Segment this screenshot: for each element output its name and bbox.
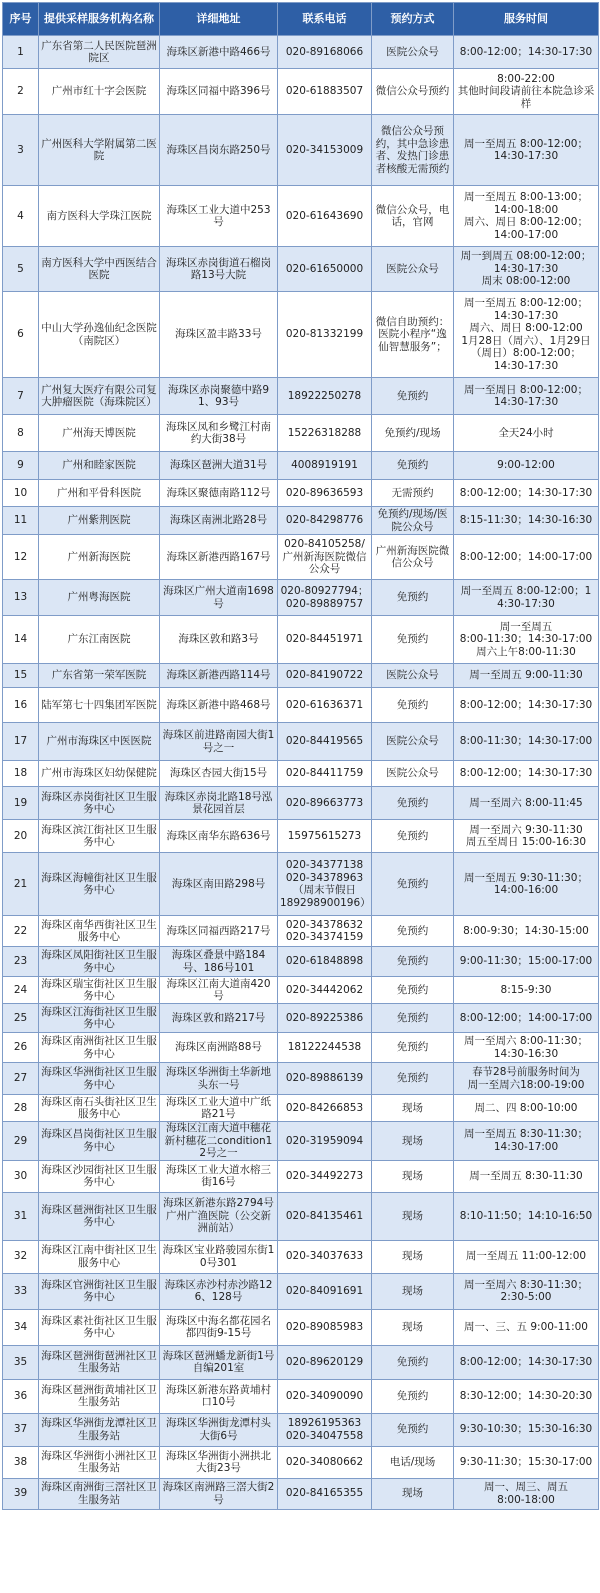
booking-method-cell: 免预约 xyxy=(372,1345,454,1379)
booking-method-cell: 免预约 xyxy=(372,580,454,616)
phone-cell: 18922250278 xyxy=(278,378,372,415)
institution-name-cell: 海珠区华洲街龙潭社区卫生服务站 xyxy=(39,1413,160,1446)
service-hours-cell: 9:00-12:00 xyxy=(454,452,599,480)
booking-method-cell: 现场 xyxy=(372,1192,454,1240)
table-row xyxy=(3,115,599,186)
booking-method-cell: 现场 xyxy=(372,1478,454,1509)
service-hours-cell: 周一、三、五 9:00-11:00 xyxy=(454,1309,599,1345)
institution-name-cell: 海珠区官洲街社区卫生服务中心 xyxy=(39,1273,160,1309)
address-cell: 海珠区敦和路3号 xyxy=(160,616,278,664)
row-no-cell: 1 xyxy=(3,36,39,69)
service-hours-cell: 周一至周六 9:30-11:30 周五至周日 15:00-16:30 xyxy=(454,820,599,853)
institution-name-cell: 海珠区江海街社区卫生服务中心 xyxy=(39,1004,160,1033)
row-no-cell: 10 xyxy=(3,480,39,507)
booking-method-cell: 电话/现场 xyxy=(372,1446,454,1478)
service-hours-cell: 8:00-9:30；14:30-15:00 xyxy=(454,916,599,947)
booking-method-cell: 免预约 xyxy=(372,853,454,916)
booking-method-cell: 现场 xyxy=(372,1095,454,1122)
phone-cell: 020-84105258/广州新海医院微信公众号 xyxy=(278,535,372,580)
booking-method-cell: 现场 xyxy=(372,1273,454,1309)
address-cell: 海珠区敦和路217号 xyxy=(160,1004,278,1033)
row-no-cell: 5 xyxy=(3,247,39,292)
header-no: 序号 xyxy=(3,3,39,36)
table-row xyxy=(3,292,599,378)
address-cell: 海珠区宝业路骏园东街10号301 xyxy=(160,1240,278,1273)
service-hours-cell: 8:15-9:30 xyxy=(454,977,599,1004)
table-row xyxy=(3,1095,599,1122)
row-no-cell: 20 xyxy=(3,820,39,853)
phone-cell: 020-34442062 xyxy=(278,977,372,1004)
booking-method-cell: 免预约 xyxy=(372,1413,454,1446)
address-cell: 海珠区南洲北路28号 xyxy=(160,507,278,535)
table-row xyxy=(3,1192,599,1240)
booking-method-cell: 免预约 xyxy=(372,977,454,1004)
service-hours-cell: 周一至周五 9:00-11:30 xyxy=(454,664,599,688)
address-cell: 海珠区赤岗北路18号泓景花园首层 xyxy=(160,787,278,820)
address-cell: 海珠区广州大道南1698号 xyxy=(160,580,278,616)
row-no-cell: 15 xyxy=(3,664,39,688)
booking-method-cell: 现场 xyxy=(372,1122,454,1161)
service-hours-cell: 周一至周五 8:00-12:00； 14:30-17:30 xyxy=(454,115,599,186)
booking-method-cell: 免预约 xyxy=(372,688,454,723)
institution-name-cell: 海珠区琶洲街社区卫生服务中心 xyxy=(39,1192,160,1240)
table-row xyxy=(3,1413,599,1446)
row-no-cell: 35 xyxy=(3,1345,39,1379)
table-row xyxy=(3,36,599,69)
row-no-cell: 33 xyxy=(3,1273,39,1309)
booking-method-cell: 现场 xyxy=(372,1160,454,1192)
booking-method-cell: 微信公众号，电话，官网 xyxy=(372,186,454,247)
address-cell: 海珠区杏园大街15号 xyxy=(160,761,278,787)
row-no-cell: 30 xyxy=(3,1160,39,1192)
booking-method-cell: 微信公众号预约，其中急诊患者、发热门诊患者核酸无需预约 xyxy=(372,115,454,186)
table-row xyxy=(3,69,599,115)
table-row xyxy=(3,947,599,977)
booking-method-cell: 免预约 xyxy=(372,787,454,820)
phone-cell: 020-61636371 xyxy=(278,688,372,723)
booking-method-cell: 免预约/现场/医院公众号 xyxy=(372,507,454,535)
table-row xyxy=(3,1122,599,1161)
phone-cell: 18122244538 xyxy=(278,1033,372,1063)
service-hours-cell: 周一至周五 8:00-13:00； 14:00-18:00 周六、周日 8:00-12:00； 14:00-17:00 xyxy=(454,186,599,247)
table-row xyxy=(3,723,599,761)
institution-name-cell: 广州医科大学附属第二医院 xyxy=(39,115,160,186)
booking-method-cell: 免预约 xyxy=(372,1004,454,1033)
row-no-cell: 27 xyxy=(3,1063,39,1095)
booking-method-cell: 医院公众号 xyxy=(372,36,454,69)
phone-cell: 020-89225386 xyxy=(278,1004,372,1033)
row-no-cell: 4 xyxy=(3,186,39,247)
phone-cell: 15975615273 xyxy=(278,820,372,853)
phone-cell: 020-89886139 xyxy=(278,1063,372,1095)
booking-method-cell: 免预约 xyxy=(372,947,454,977)
row-no-cell: 22 xyxy=(3,916,39,947)
table-row xyxy=(3,1240,599,1273)
header-phone: 联系电话 xyxy=(278,3,372,36)
phone-cell: 020-89168066 xyxy=(278,36,372,69)
address-cell: 海珠区南田路298号 xyxy=(160,853,278,916)
phone-cell: 020-61650000 xyxy=(278,247,372,292)
institution-name-cell: 海珠区南华西街社区卫生服务中心 xyxy=(39,916,160,947)
phone-cell: 020-80927794；020-89889757 xyxy=(278,580,372,616)
service-hours-cell: 8:00-12:00；14:30-17:30 xyxy=(454,1345,599,1379)
phone-cell: 020-89085983 xyxy=(278,1309,372,1345)
institution-name-cell: 广州海天博医院 xyxy=(39,415,160,452)
booking-method-cell: 医院公众号 xyxy=(372,723,454,761)
service-hours-cell: 周一至周五 8:00-12:00； 14:30-17:30 周六、周日 8:00-12:00 1月28日（周六）、1月29日（周日）8:00-12:00； 14:30-17:30 xyxy=(454,292,599,378)
address-cell: 海珠区新港西路114号 xyxy=(160,664,278,688)
row-no-cell: 14 xyxy=(3,616,39,664)
phone-cell: 020-34378632 020-34374159 xyxy=(278,916,372,947)
institution-name-cell: 中山大学孙逸仙纪念医院（南院区） xyxy=(39,292,160,378)
row-no-cell: 38 xyxy=(3,1446,39,1478)
address-cell: 海珠区叠景中路184号、186号101 xyxy=(160,947,278,977)
service-hours-cell: 周一、周三、周五 8:00-18:00 xyxy=(454,1478,599,1509)
institution-name-cell: 广州和平骨科医院 xyxy=(39,480,160,507)
booking-method-cell: 免预约 xyxy=(372,820,454,853)
address-cell: 海珠区赤沙村赤沙路126、128号 xyxy=(160,1273,278,1309)
service-hours-cell: 8:00-12:00；14:30-17:30 xyxy=(454,761,599,787)
phone-cell: 020-34037633 xyxy=(278,1240,372,1273)
address-cell: 海珠区盈丰路33号 xyxy=(160,292,278,378)
service-hours-cell: 8:00-12:00；14:30-17:30 xyxy=(454,480,599,507)
institution-name-cell: 广州紫荆医院 xyxy=(39,507,160,535)
row-no-cell: 26 xyxy=(3,1033,39,1063)
row-no-cell: 21 xyxy=(3,853,39,916)
institution-name-cell: 海珠区琶洲街黄埔社区卫生服务站 xyxy=(39,1379,160,1413)
table-body xyxy=(3,36,599,1510)
booking-method-cell: 现场 xyxy=(372,1240,454,1273)
row-no-cell: 36 xyxy=(3,1379,39,1413)
service-hours-cell: 周一至周五 8:30-11:30； 14:30-17:00 xyxy=(454,1122,599,1161)
phone-cell: 020-34492273 xyxy=(278,1160,372,1192)
service-hours-cell: 8:00-12:00；14:00-17:00 xyxy=(454,1004,599,1033)
table-row xyxy=(3,378,599,415)
row-no-cell: 11 xyxy=(3,507,39,535)
booking-method-cell: 免预约 xyxy=(372,1033,454,1063)
table-row xyxy=(3,1033,599,1063)
row-no-cell: 37 xyxy=(3,1413,39,1446)
service-hours-cell: 周一至周五 8:00-12:00；14:30-17:30 xyxy=(454,580,599,616)
address-cell: 海珠区同福西路217号 xyxy=(160,916,278,947)
booking-method-cell: 免预约 xyxy=(372,1063,454,1095)
address-cell: 海珠区新港东路2794号广州广渔医院（公交新洲前站） xyxy=(160,1192,278,1240)
service-hours-cell: 8:00-12:00；14:00-17:00 xyxy=(454,535,599,580)
row-no-cell: 17 xyxy=(3,723,39,761)
institution-name-cell: 海珠区瑞宝街社区卫生服务中心 xyxy=(39,977,160,1004)
row-no-cell: 19 xyxy=(3,787,39,820)
address-cell: 海珠区南华东路636号 xyxy=(160,820,278,853)
booking-method-cell: 免预约 xyxy=(372,616,454,664)
address-cell: 海珠区中海名都花园名都四街9-15号 xyxy=(160,1309,278,1345)
table-row xyxy=(3,664,599,688)
address-cell: 海珠区新港中路468号 xyxy=(160,688,278,723)
address-cell: 海珠区华洲街龙潭村头大街6号 xyxy=(160,1413,278,1446)
header-booking-method: 预约方式 xyxy=(372,3,454,36)
booking-method-cell: 广州新海医院微信公众号 xyxy=(372,535,454,580)
booking-method-cell: 医院公众号 xyxy=(372,664,454,688)
header-service-hours: 服务时间 xyxy=(454,3,599,36)
booking-method-cell: 医院公众号 xyxy=(372,247,454,292)
row-no-cell: 32 xyxy=(3,1240,39,1273)
booking-method-cell: 免预约/现场 xyxy=(372,415,454,452)
table-row xyxy=(3,1273,599,1309)
phone-cell: 020-61883507 xyxy=(278,69,372,115)
row-no-cell: 6 xyxy=(3,292,39,378)
service-hours-cell: 9:30-10:30；15:30-16:30 xyxy=(454,1413,599,1446)
phone-cell: 020-81332199 xyxy=(278,292,372,378)
address-cell: 海珠区南洲路三滘大街2号 xyxy=(160,1478,278,1509)
service-hours-cell: 周一至周日 8:00-12:00； 14:30-17:30 xyxy=(454,378,599,415)
table-row xyxy=(3,452,599,480)
address-cell: 海珠区新港西路167号 xyxy=(160,535,278,580)
table-row xyxy=(3,1345,599,1379)
institution-name-cell: 广州新海医院 xyxy=(39,535,160,580)
phone-cell: 020-84135461 xyxy=(278,1192,372,1240)
phone-cell: 020-84411759 xyxy=(278,761,372,787)
phone-cell: 020-89620129 xyxy=(278,1345,372,1379)
booking-method-cell: 医院公众号 xyxy=(372,761,454,787)
service-hours-cell: 周一至周六 8:00-11:30； 14:30-16:30 xyxy=(454,1033,599,1063)
service-hours-cell: 8:00-12:00；14:30-17:30 xyxy=(454,688,599,723)
booking-method-cell: 免预约 xyxy=(372,378,454,415)
table-header-row xyxy=(3,3,599,36)
service-hours-cell: 周二、四 8:00-10:00 xyxy=(454,1095,599,1122)
row-no-cell: 7 xyxy=(3,378,39,415)
table-row xyxy=(3,480,599,507)
table-row xyxy=(3,787,599,820)
address-cell: 海珠区赤岗聚德中路91、93号 xyxy=(160,378,278,415)
service-hours-cell: 周一至周五 9:30-11:30； 14:00-16:00 xyxy=(454,853,599,916)
phone-cell: 4008919191 xyxy=(278,452,372,480)
institution-name-cell: 广州复大医疗有限公司复大肿瘤医院（海珠院区） xyxy=(39,378,160,415)
address-cell: 海珠区凤和乡鹭江村南约大街38号 xyxy=(160,415,278,452)
row-no-cell: 16 xyxy=(3,688,39,723)
header-institution-name: 提供采样服务机构名称 xyxy=(39,3,160,36)
service-hours-cell: 9:00-11:30；15:00-17:00 xyxy=(454,947,599,977)
phone-cell: 18926195363 020-34047558 xyxy=(278,1413,372,1446)
row-no-cell: 3 xyxy=(3,115,39,186)
address-cell: 海珠区工业大道水榕三街16号 xyxy=(160,1160,278,1192)
booking-method-cell: 微信自助预约：医院小程序“逸仙智慧服务”； xyxy=(372,292,454,378)
table-row xyxy=(3,977,599,1004)
row-no-cell: 31 xyxy=(3,1192,39,1240)
institution-name-cell: 广州和睦家医院 xyxy=(39,452,160,480)
service-hours-cell: 8:00-11:30；14:30-17:00 xyxy=(454,723,599,761)
service-hours-cell: 全天24小时 xyxy=(454,415,599,452)
institution-name-cell: 南方医科大学珠江医院 xyxy=(39,186,160,247)
table-row xyxy=(3,1160,599,1192)
table-row xyxy=(3,186,599,247)
booking-method-cell: 免预约 xyxy=(372,916,454,947)
table-header xyxy=(3,3,599,36)
institution-name-cell: 海珠区凤阳街社区卫生服务中心 xyxy=(39,947,160,977)
row-no-cell: 8 xyxy=(3,415,39,452)
institution-name-cell: 广州市海珠区中医医院 xyxy=(39,723,160,761)
address-cell: 海珠区聚德南路112号 xyxy=(160,480,278,507)
phone-cell: 020-61848898 xyxy=(278,947,372,977)
service-hours-cell: 9:30-11:30；15:30-17:00 xyxy=(454,1446,599,1478)
service-hours-cell: 周一至周五 8:00-11:30；14:30-17:00 周六上午8:00-11:30 xyxy=(454,616,599,664)
institution-name-cell: 广东江南医院 xyxy=(39,616,160,664)
row-no-cell: 39 xyxy=(3,1478,39,1509)
address-cell: 海珠区江南大道中穗花新村穗花二condition12号之一 xyxy=(160,1122,278,1161)
address-cell: 海珠区南洲路88号 xyxy=(160,1033,278,1063)
phone-cell: 020-34377138 020-34378963 （周末节假日 18929890​0196） xyxy=(278,853,372,916)
institution-name-cell: 海珠区滨江街社区卫生服务中心 xyxy=(39,820,160,853)
service-hours-cell: 周一到周五 08:00-12:00； 14:30-17:30 周末 08:00-12:00 xyxy=(454,247,599,292)
phone-cell: 020-34153009 xyxy=(278,115,372,186)
service-hours-cell: 8:10-11:50；14:10-16:50 xyxy=(454,1192,599,1240)
sampling-sites-table xyxy=(2,2,599,1510)
institution-name-cell: 广州市海珠区妇幼保健院 xyxy=(39,761,160,787)
booking-method-cell: 现场 xyxy=(372,1309,454,1345)
address-cell: 海珠区昌岗东路250号 xyxy=(160,115,278,186)
row-no-cell: 24 xyxy=(3,977,39,1004)
table-row xyxy=(3,247,599,292)
table-row xyxy=(3,820,599,853)
row-no-cell: 23 xyxy=(3,947,39,977)
row-no-cell: 29 xyxy=(3,1122,39,1161)
address-cell: 海珠区工业大道中广纸路21号 xyxy=(160,1095,278,1122)
row-no-cell: 28 xyxy=(3,1095,39,1122)
institution-name-cell: 广州粤海医院 xyxy=(39,580,160,616)
address-cell: 海珠区华洲街小洲拱北大街23号 xyxy=(160,1446,278,1478)
institution-name-cell: 海珠区华洲街社区卫生服务中心 xyxy=(39,1063,160,1095)
address-cell: 海珠区华洲街土华新地头东一号 xyxy=(160,1063,278,1095)
phone-cell: 020-89663773 xyxy=(278,787,372,820)
phone-cell: 020-84091691 xyxy=(278,1273,372,1309)
service-hours-cell: 8:00-22:00 其他时间段请前往本院急诊采样 xyxy=(454,69,599,115)
service-hours-cell: 周一至周六 8:00-11:45 xyxy=(454,787,599,820)
phone-cell: 020-84451971 xyxy=(278,616,372,664)
table-row xyxy=(3,1478,599,1509)
service-hours-cell: 8:15-11:30；14:30-16:30 xyxy=(454,507,599,535)
booking-method-cell: 微信公众号预约 xyxy=(372,69,454,115)
row-no-cell: 2 xyxy=(3,69,39,115)
institution-name-cell: 海珠区华洲街小洲社区卫生服务站 xyxy=(39,1446,160,1478)
row-no-cell: 25 xyxy=(3,1004,39,1033)
institution-name-cell: 海珠区南石头街社区卫生服务中心 xyxy=(39,1095,160,1122)
phone-cell: 020-89636593 xyxy=(278,480,372,507)
service-hours-cell: 8:00-12:00；14:30-17:30 xyxy=(454,36,599,69)
institution-name-cell: 海珠区南洲街社区卫生服务中心 xyxy=(39,1033,160,1063)
institution-name-cell: 海珠区南洲街三滘社区卫生服务站 xyxy=(39,1478,160,1509)
phone-cell: 020-34080662 xyxy=(278,1446,372,1478)
institution-name-cell: 南方医科大学中西医结合医院 xyxy=(39,247,160,292)
institution-name-cell: 海珠区沙园街社区卫生服务中心 xyxy=(39,1160,160,1192)
phone-cell: 020-61643690 xyxy=(278,186,372,247)
phone-cell: 020-84266853 xyxy=(278,1095,372,1122)
row-no-cell: 13 xyxy=(3,580,39,616)
service-hours-cell: 周一至周五 8:30-11:30 xyxy=(454,1160,599,1192)
table-row xyxy=(3,1309,599,1345)
phone-cell: 020-84165355 xyxy=(278,1478,372,1509)
header-address: 详细地址 xyxy=(160,3,278,36)
address-cell: 海珠区工业大道中253号 xyxy=(160,186,278,247)
row-no-cell: 12 xyxy=(3,535,39,580)
address-cell: 海珠区琶洲大道31号 xyxy=(160,452,278,480)
table-row xyxy=(3,535,599,580)
table-row xyxy=(3,688,599,723)
service-hours-cell: 8:30-12:00；14:30-20:30 xyxy=(454,1379,599,1413)
phone-cell: 020-84298776 xyxy=(278,507,372,535)
booking-method-cell: 免预约 xyxy=(372,452,454,480)
row-no-cell: 9 xyxy=(3,452,39,480)
table-row xyxy=(3,507,599,535)
table-row xyxy=(3,580,599,616)
table-row xyxy=(3,1004,599,1033)
table-row xyxy=(3,1063,599,1095)
address-cell: 海珠区江南大道南420号 xyxy=(160,977,278,1004)
institution-name-cell: 广州市红十字会医院 xyxy=(39,69,160,115)
table-row xyxy=(3,916,599,947)
phone-cell: 020-31959094 xyxy=(278,1122,372,1161)
address-cell: 海珠区新港东路黄埔村口10号 xyxy=(160,1379,278,1413)
phone-cell: 15226318288 xyxy=(278,415,372,452)
table-row xyxy=(3,415,599,452)
institution-name-cell: 海珠区素社街社区卫生服务中心 xyxy=(39,1309,160,1345)
table-row xyxy=(3,1446,599,1478)
row-no-cell: 34 xyxy=(3,1309,39,1345)
service-hours-cell: 春节28号前服务时间为 周一至周六18:00-19:00 xyxy=(454,1063,599,1095)
booking-method-cell: 无需预约 xyxy=(372,480,454,507)
table-row xyxy=(3,761,599,787)
institution-name-cell: 广东省第二人民医院琶洲院区 xyxy=(39,36,160,69)
institution-name-cell: 海珠区海幢街社区卫生服务中心 xyxy=(39,853,160,916)
phone-cell: 020-34090090 xyxy=(278,1379,372,1413)
table-row xyxy=(3,853,599,916)
institution-name-cell: 海珠区江南中街社区卫生服务中心 xyxy=(39,1240,160,1273)
service-hours-cell: 周一至周六 8:30-11:30； 2:30-5:00 xyxy=(454,1273,599,1309)
service-hours-cell: 周一至周五 11:00-12:00 xyxy=(454,1240,599,1273)
institution-name-cell: 陆军第七十四集团军医院 xyxy=(39,688,160,723)
address-cell: 海珠区同福中路396号 xyxy=(160,69,278,115)
row-no-cell: 18 xyxy=(3,761,39,787)
address-cell: 海珠区前进路南园大街1号之一 xyxy=(160,723,278,761)
address-cell: 海珠区新港中路466号 xyxy=(160,36,278,69)
table-row xyxy=(3,1379,599,1413)
institution-name-cell: 海珠区赤岗街社区卫生服务中心 xyxy=(39,787,160,820)
booking-method-cell: 免预约 xyxy=(372,1379,454,1413)
institution-name-cell: 广东省第一荣军医院 xyxy=(39,664,160,688)
institution-name-cell: 海珠区昌岗街社区卫生服务中心 xyxy=(39,1122,160,1161)
table-row xyxy=(3,616,599,664)
address-cell: 海珠区赤岗街道石榴岗路13号大院 xyxy=(160,247,278,292)
phone-cell: 020-84190722 xyxy=(278,664,372,688)
address-cell: 海珠区琶洲蟠龙新街1号自编201室 xyxy=(160,1345,278,1379)
phone-cell: 020-84419565 xyxy=(278,723,372,761)
institution-name-cell: 海珠区琶洲街琶洲社区卫生服务站 xyxy=(39,1345,160,1379)
